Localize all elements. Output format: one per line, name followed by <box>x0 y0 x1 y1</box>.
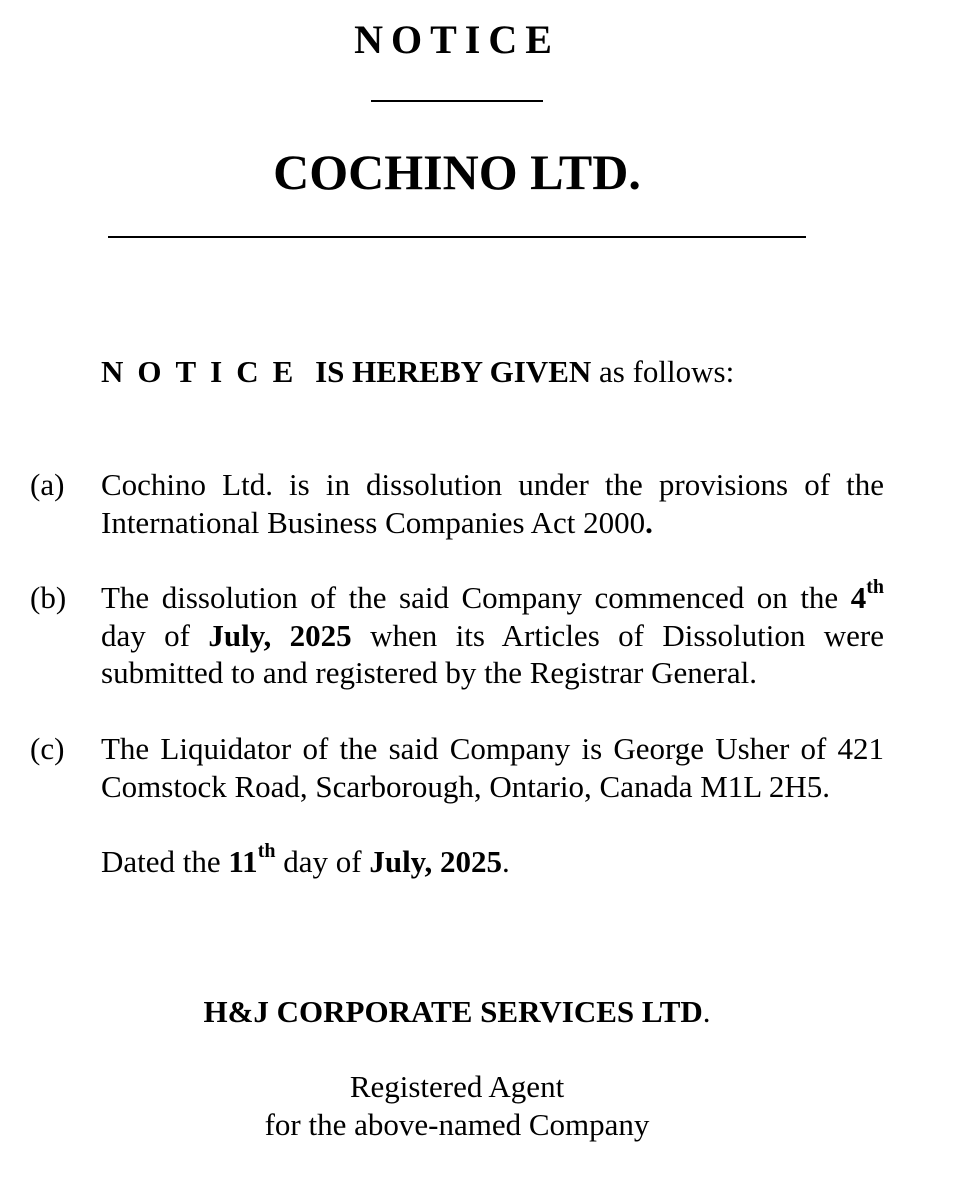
dated-prefix: Dated the <box>101 844 221 879</box>
notice-heading: NOTICE <box>354 17 560 62</box>
dated-end: . <box>501 844 510 879</box>
agent-role-line-2: for the above-named Company <box>264 1107 650 1142</box>
agent-role-line-1: Registered Agent <box>349 1069 565 1104</box>
paragraph-b-line-2 <box>101 617 884 655</box>
title-divider <box>108 236 806 238</box>
company-name-title: COCHINO LTD. <box>273 144 641 200</box>
paragraph-b-marker: (b) <box>30 580 67 615</box>
dated-day-suffix: th <box>257 839 276 862</box>
paragraph-a-line-2 <box>101 504 884 542</box>
act-name: International Business Companies Act 2000 <box>101 504 646 540</box>
intro-notice-word: NOTICE <box>101 354 308 389</box>
paragraph-b-line-2-pre: day of <box>101 617 190 653</box>
paragraph-c-line-2: Comstock Road, Scarborough, Ontario, Canada M1L 2H5. <box>101 768 830 804</box>
heading-divider <box>371 100 543 102</box>
paragraph-c-line-1: The Liquidator of the said Company is George Usher of 421 <box>101 731 884 766</box>
paragraph-b-line-2-post: when its Articles of Dissolution were <box>370 617 884 653</box>
paragraph-a-marker: (a) <box>30 467 65 502</box>
paragraph-b-line-1-text: The dissolution of the said Company commenced on the <box>101 580 839 615</box>
agent-name-text: H&J CORPORATE SERVICES LTD <box>203 994 703 1029</box>
act-name-period: . <box>645 504 653 540</box>
intro-statement <box>101 352 734 392</box>
intro-hereby-given: IS HEREBY GIVEN <box>315 354 592 389</box>
paragraph-b-line-1 <box>101 575 884 617</box>
paragraph-c-text <box>101 730 884 805</box>
paragraph-b-text <box>101 575 884 692</box>
commencement-day-suffix: th <box>866 575 884 598</box>
agent-name-period: . <box>702 994 711 1029</box>
paragraph-b-line-3: submitted to and registered by the Registrar General. <box>101 655 757 690</box>
paragraph-a-text <box>101 466 884 541</box>
dated-line <box>101 839 510 882</box>
intro-as-follows: as follows: <box>599 354 735 389</box>
paragraph-a-line-1: Cochino Ltd. is in dissolution under the provisions of the <box>101 467 884 502</box>
registered-agent-role <box>0 1068 914 1144</box>
registered-agent-name <box>0 992 914 1032</box>
dated-middle: day of <box>283 844 362 879</box>
commencement-date: July, 2025 <box>208 617 352 653</box>
commencement-day-number: 4 <box>850 580 867 615</box>
dated-date: July, 2025 <box>369 844 502 879</box>
dated-day-number: 11 <box>228 844 258 879</box>
paragraph-c-marker: (c) <box>30 731 65 766</box>
